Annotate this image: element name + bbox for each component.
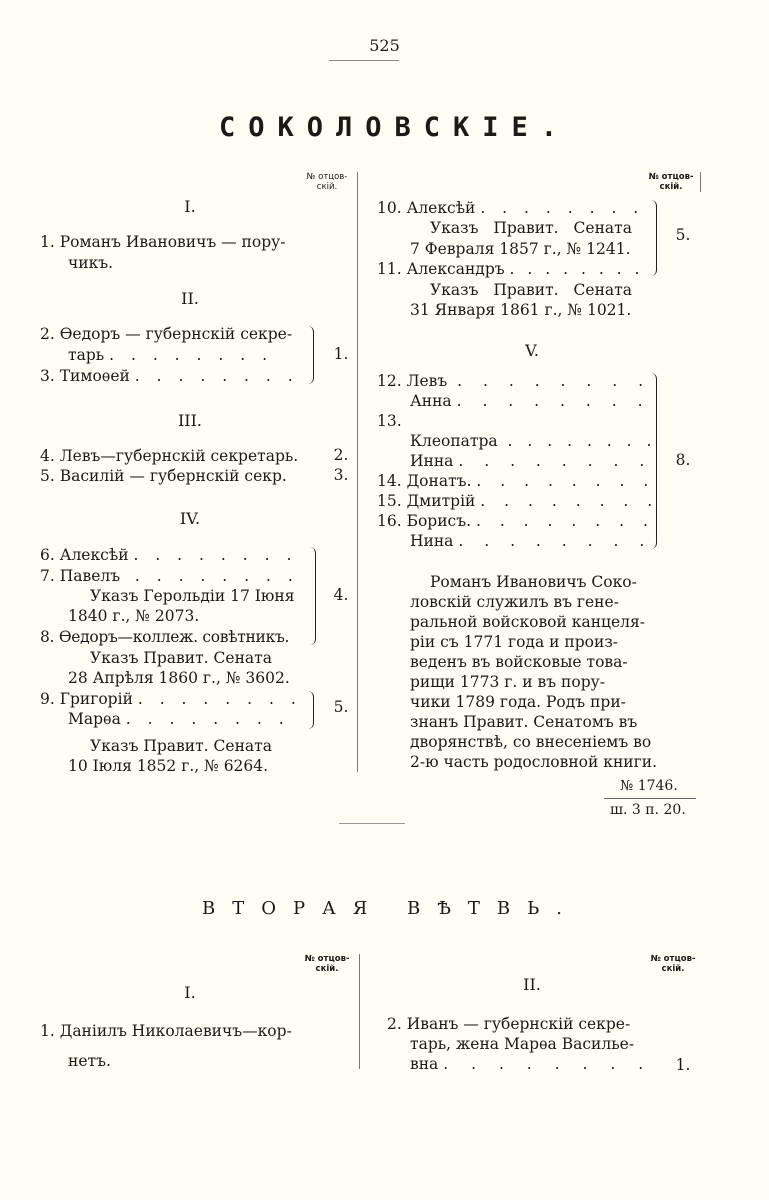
father-number-header-right [644,172,698,192]
column-rule-left [359,954,360,1069]
header-line-2: скій. [659,182,683,192]
entry-text: 12. Левъ [377,372,448,390]
page-title: СОКОЛОВСКIЕ. [218,112,571,143]
reference-number: № 1746. [620,778,678,794]
generation-heading: I. [184,197,196,216]
father-number: 5. [675,226,691,244]
leader-dots: . . . . . . . . [507,432,657,450]
leader-dots: . . . . . . . . [109,346,274,364]
entry-line [377,259,643,279]
note-line: ловскій служилъ въ гене- [410,593,619,611]
note-line: ральной войсковой канцеля- [410,613,646,631]
grouping-brace [308,691,314,729]
father-number: 1. [333,345,349,363]
entry-line [410,1054,652,1074]
entry-text: 15. Дмитрій [377,492,476,510]
section-divider [339,823,405,824]
header-line-1: № отцов- [648,172,694,182]
decree-line: Указъ Правит. Сената [430,219,632,237]
entry-text: вна [410,1055,439,1073]
entry-line [40,689,302,709]
biographical-note [410,572,700,772]
entry-line [410,431,656,451]
reference-rule [604,798,696,799]
decree-line: 28 Апрѣля 1860 г., № 3602. [68,669,290,687]
entry-line: 2. Иванъ — губернскій секре- [387,1015,631,1033]
decree-line: Указъ Герольдіи 17 Іюня [90,587,295,605]
entry-line [410,531,652,551]
page-number-rule [329,60,399,61]
entry-text: 11. Александръ [377,260,505,278]
father-number: 3. [333,466,349,484]
note-line: 2-ю часть родословной книги. [410,753,657,771]
entry-line [68,345,273,365]
entry-line: нетъ. [68,1052,111,1070]
entry-line [377,491,659,511]
father-number-header-left [300,954,354,974]
generation-heading: I. [184,983,196,1002]
father-number: 1. [675,1056,691,1074]
grouping-brace [651,373,657,549]
decree-line: 31 Января 1861 г., № 1021. [410,301,632,319]
entry-line [377,511,655,531]
father-number: 4. [333,586,349,604]
generation-heading: III. [177,411,203,430]
note-line: Романъ Ивановичъ Соко- [430,573,637,591]
entry-text: 3. Тимоѳей [40,367,130,385]
father-number: 8. [675,451,691,469]
leader-dots: . . . . . . . . [458,452,653,470]
decree-line: 7 Февраля 1857 г., № 1241. [410,240,631,258]
entry-line: 8. Ѳедоръ—коллеж. совѣтникъ. [40,628,290,646]
entry-line: 1. Романъ Ивановичъ — пору- [40,233,286,251]
header-line-2: скій. [316,182,338,192]
leader-dots: . . . . . . . . [480,492,660,510]
entry-text: 16. Борисъ. [377,512,472,530]
header-line-2: скій. [315,964,339,974]
generation-heading: II. [181,289,199,308]
column-rule-left [357,172,358,772]
entry-text: Марѳа [68,710,121,728]
entry-line [40,545,297,565]
entry-line: 4. Левъ—губернскій секретарь. [40,447,299,465]
leader-dots: . . . . . . . . [458,532,653,550]
column-rule-right [700,172,701,192]
leader-dots: . . . . . . . . [134,367,299,385]
note-line: чики 1789 года. Родъ при- [410,693,626,711]
decree-line: Указъ Правит. Сената [90,649,272,667]
leader-dots: . . . . . . . . [137,690,302,708]
entry-text: 7. Павелъ [40,567,121,585]
leader-dots: . . . . . . . . [480,199,645,217]
entry-line: 5. Василій — губернскій секр. [40,467,287,485]
leader-dots: . . . . . . . . [457,372,652,390]
note-line: веденъ въ войсковые това- [410,653,628,671]
entry-line [377,198,644,218]
leader-dots: . . . . . . . . [125,710,290,728]
note-line: дворянствѣ, со внесеніемъ во [410,733,652,751]
entry-line [377,471,655,491]
entry-line: тарь, жена Марѳа Василье- [410,1035,635,1053]
leader-dots: . . . . . . . . [475,512,655,530]
entry-line [410,391,651,411]
entry-text: Нина [410,532,454,550]
note-line: знанъ Правит. Сенатомъ въ [410,713,638,731]
entry-text: 10. Алексѣй [377,199,476,217]
entry-text: 9. Григорій [40,690,133,708]
grouping-brace [651,200,657,276]
header-line-1: № отцов- [306,172,348,182]
decree-line: 10 Іюля 1852 г., № 6264. [68,757,269,775]
header-line-1: № отцов- [304,954,350,964]
father-number: 5. [333,698,349,716]
note-line: ріи съ 1771 года и произ- [410,633,619,651]
entry-line [68,709,290,729]
decree-line: Указъ Правит. Сената [90,737,272,755]
generation-heading: V. [525,341,539,360]
leader-dots: . . . . . . . . [456,392,651,410]
leader-dots: . . . . . . . . [443,1055,653,1073]
entry-text: Клеопатра [410,432,498,450]
father-number: 2. [333,446,349,464]
generation-heading: IV. [179,509,201,528]
entry-line: 13. [377,412,402,430]
entry-line: чикъ. [68,254,114,272]
header-line-2: скій. [661,964,685,974]
decree-line: Указъ Правит. Сената [430,281,632,299]
reference-location: ш. 3 п. 20. [610,802,686,818]
leader-dots: . . . . . . . . [134,567,299,585]
entry-line [40,366,299,386]
entry-text: 6. Алексѣй [40,546,129,564]
entry-line [377,371,651,391]
father-number-header-left [300,172,354,192]
leader-dots: . . . . . . . . [133,546,298,564]
entry-text: Анна [410,392,452,410]
entry-line: 1. Даніилъ Николаевичъ—кор- [40,1022,292,1040]
entry-line: 2. Ѳедоръ — губернскій секре- [40,325,293,343]
entry-line [40,566,299,586]
header-line-1: № отцов- [650,954,696,964]
entry-text: тарь [68,346,105,364]
note-line: рищи 1773 г. и въ пору- [410,673,605,691]
grouping-brace [308,326,314,384]
branch-title: ВТОРАЯ ВѢТВЬ. [201,898,579,919]
entry-text: 14. Донатъ. [377,472,472,490]
entry-line [410,451,652,471]
generation-heading: II. [523,975,541,994]
entry-text: Инна [410,452,454,470]
father-number-header-right [646,954,700,974]
grouping-brace [310,547,316,645]
leader-dots: . . . . . . . . [509,260,644,278]
leader-dots: . . . . . . . . [476,472,656,490]
page-number: 525 [369,36,400,55]
decree-line: 1840 г., № 2073. [68,607,200,625]
